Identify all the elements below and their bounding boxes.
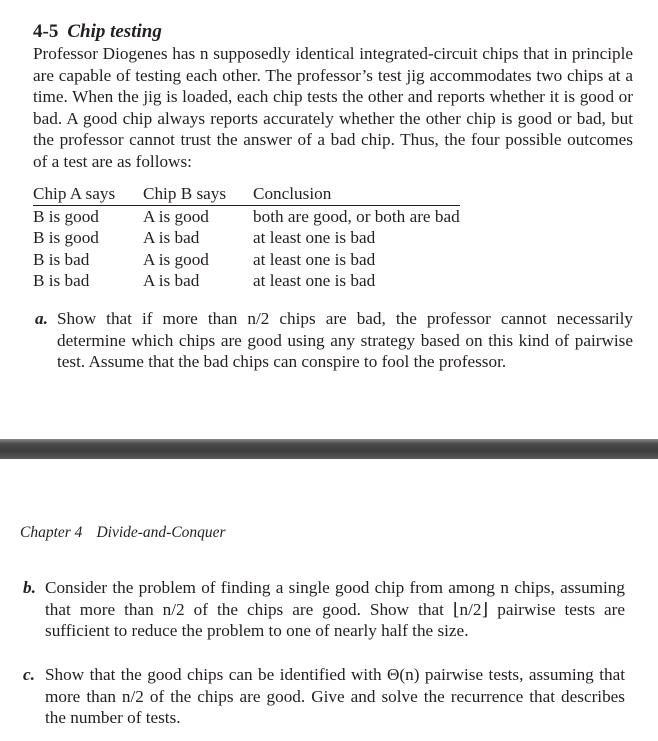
table-cell: A is good — [143, 249, 209, 269]
part-b-label: b. — [23, 578, 36, 597]
running-head-chapter: Chapter 4 — [20, 524, 83, 541]
table-row — [33, 227, 460, 249]
table-cell: B is good — [33, 228, 99, 247]
table-cell: A is bad — [143, 271, 200, 290]
part-c-label: c. — [23, 665, 35, 684]
table-header-chip-a: Chip A says — [33, 183, 143, 205]
table-header-chip-b: Chip B says — [143, 183, 253, 205]
table-cell: at least one is bad — [253, 249, 376, 269]
table-header-conclusion: Conclusion — [253, 183, 460, 205]
table-cell: B is bad — [33, 271, 90, 290]
table-cell: at least one is bad — [253, 228, 376, 247]
page-divider — [0, 439, 658, 459]
problem-number: 4-5 — [33, 21, 59, 42]
table-cell: A is good — [143, 206, 209, 226]
table-cell: at least one is bad — [253, 271, 376, 290]
problem-intro: Professor Diogenes has n supposedly identical integrated-circuit chips that in principle are capable of testing each other. The professor’s test jig accommodates two chips at a time. When the jig is loaded, each chip tests the other and reports whether it is good or bad. A good chip always reports accurately whether the other chip is good or bad, but the professor cannot trust the answer of a bad chip. Thus, the four possible outcomes of a test are as follows: — [33, 44, 633, 171]
part-c — [23, 664, 625, 729]
part-a-text: Show that if more than n/2 chips are bad, the professor cannot necessarily determine which chips are good using any strategy based on this kind of pairwise test. Assume that the bad chips can conspire to fool the professor. — [57, 309, 633, 371]
running-head-title: Divide-and-Conquer — [96, 524, 226, 541]
part-a — [35, 308, 633, 373]
part-b-text: Consider the problem of finding a single good chip from among n chips, assuming that more than n/2 of the chips are good. Show that ⌊n/2⌋ pairwise tests are sufficient to reduce the problem to one of nearly half the size. — [45, 578, 625, 640]
table-row — [33, 205, 460, 227]
table-header-row — [33, 183, 460, 205]
table-row — [33, 249, 460, 271]
problem-title: Chip testing — [67, 21, 162, 42]
table-cell: A is bad — [143, 228, 200, 247]
test-outcomes-table — [33, 183, 460, 292]
part-a-label: a. — [35, 309, 48, 328]
part-b — [23, 577, 625, 642]
table-cell: both are good, or both are bad — [253, 206, 460, 226]
table-cell: B is good — [33, 206, 99, 226]
table-row — [33, 270, 460, 292]
running-head — [20, 524, 226, 542]
table-cell: B is bad — [33, 249, 90, 269]
problem-heading — [33, 21, 162, 43]
part-c-text: Show that the good chips can be identified with Θ(n) pairwise tests, assuming that more than n/2 of the chips are good. Give and solve the recurrence that describes the number of tests. — [45, 665, 625, 727]
